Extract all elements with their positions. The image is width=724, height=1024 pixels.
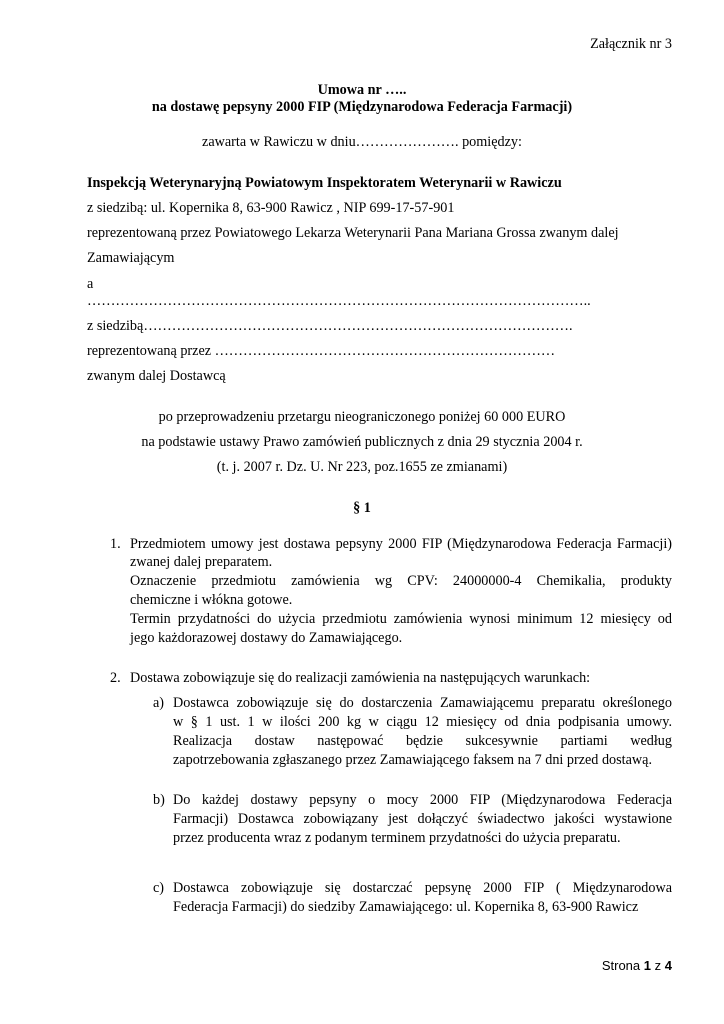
item-2a-line: w § 1 ust. 1 w ilości 200 kg w ciągu 12 miesięcy od dnia podpisania umowy. xyxy=(173,714,672,730)
party2-seat: z siedzibą………………………………………………………………………………. xyxy=(87,318,573,334)
party2-dots: …………………………………………………………………………………………….. xyxy=(87,293,591,309)
party1-seat: z siedzibą: ul. Kopernika 8, 63-900 Rawicz , NIP 699-17-57-901 xyxy=(87,200,455,216)
item-2b-label: b) xyxy=(153,792,165,808)
item-2c-line: Dostawca zobowiązuje się dostarczać pepsynę 2000 FIP ( Międzynarodowa xyxy=(173,880,672,896)
item-1-number: 1. xyxy=(110,536,121,552)
item-2a-line: Realizacja dostaw następować będzie sukcesywnie partiami według xyxy=(173,733,672,749)
page-number xyxy=(602,958,672,973)
item-2c-line: Federacja Farmacji) do siedziby Zamawiającego: ul. Kopernika 8, 63-900 Rawicz xyxy=(173,899,639,915)
basis-line-1: po przeprowadzeniu przetargu nieograniczonego poniżej 60 000 EURO xyxy=(158,409,566,425)
item-1-line: Termin przydatności do użycia przedmiotu zamówienia wynosi minimum 12 miesięcy od xyxy=(130,611,672,627)
item-1-line: jego każdorazowej dostawy do Zamawiającego. xyxy=(130,630,403,646)
item-2b-line: przez producenta wraz z podanym terminem przydatności do użycia preparatu. xyxy=(173,830,621,846)
item-1-line: chemiczne i włókna gotowe. xyxy=(130,592,293,608)
attachment-label: Załącznik nr 3 xyxy=(590,36,672,52)
party1-called: Zamawiającym xyxy=(87,250,175,266)
total-pages: 4 xyxy=(664,958,672,973)
of-word: z xyxy=(654,958,662,973)
item-1-line: Przedmiotem umowy jest dostawa pepsyny 2000 FIP (Międzynarodowa Federacja Farmacji) xyxy=(130,536,672,552)
item-2a-label: a) xyxy=(153,695,165,711)
item-1-line: Oznaczenie przedmiotu zamówienia wg CPV: 24000000-4 Chemikalia, produkty xyxy=(130,573,672,589)
item-2-number: 2. xyxy=(110,670,121,686)
page-word: Strona xyxy=(601,958,641,973)
concluded-line: zawarta w Rawiczu w dniu…………………. pomiędzy: xyxy=(202,134,522,150)
item-2c-label: c) xyxy=(153,880,165,896)
party1-name: Inspekcją Weterynaryjną Powiatowym Inspektoratem Weterynarii w Rawiczu xyxy=(87,175,562,191)
party2-represented: reprezentowaną przez ……………………………………………………………… xyxy=(87,343,556,359)
item-2b-line: Farmacji) Dostawca zobowiązany jest dołączyć świadectwo jakości wystawione xyxy=(173,811,672,827)
item-2-line: Dostawa zobowiązuje się do realizacji zamówienia na następujących warunkach: xyxy=(130,670,591,686)
party2-called: zwanym dalej Dostawcą xyxy=(87,368,226,384)
section-heading: § 1 xyxy=(353,500,371,516)
item-2a-line: Dostawca zobowiązuje się do dostarczenia Zamawiającemu preparatu określonego xyxy=(173,695,672,711)
item-1-line: zwanej dalej preparatem. xyxy=(130,554,273,570)
basis-line-3: (t. j. 2007 r. Dz. U. Nr 223, poz.1655 ze zmianami) xyxy=(216,459,508,475)
item-2a-line: zapotrzebowania zgłaszanego przez Zamawiającego faksem na 7 dni przed dostawą. xyxy=(173,752,652,768)
party1-represented: reprezentowaną przez Powiatowego Lekarza Weterynarii Pana Mariana Grossa zwanym dalej xyxy=(87,225,619,241)
basis-line-2: na podstawie ustawy Prawo zamówień publicznych z dnia 29 stycznia 2004 r. xyxy=(141,434,583,450)
current-page: 1 xyxy=(643,958,652,973)
contract-subtitle: na dostawę pepsyny 2000 FIP (Międzynarodowa Federacja Farmacji) xyxy=(151,99,573,115)
contract-title: Umowa nr ….. xyxy=(317,82,407,98)
item-2b-line: Do każdej dostawy pepsyny o mocy 2000 FIP (Międzynarodowa Federacja xyxy=(173,792,672,808)
party2-a: a xyxy=(87,276,94,292)
